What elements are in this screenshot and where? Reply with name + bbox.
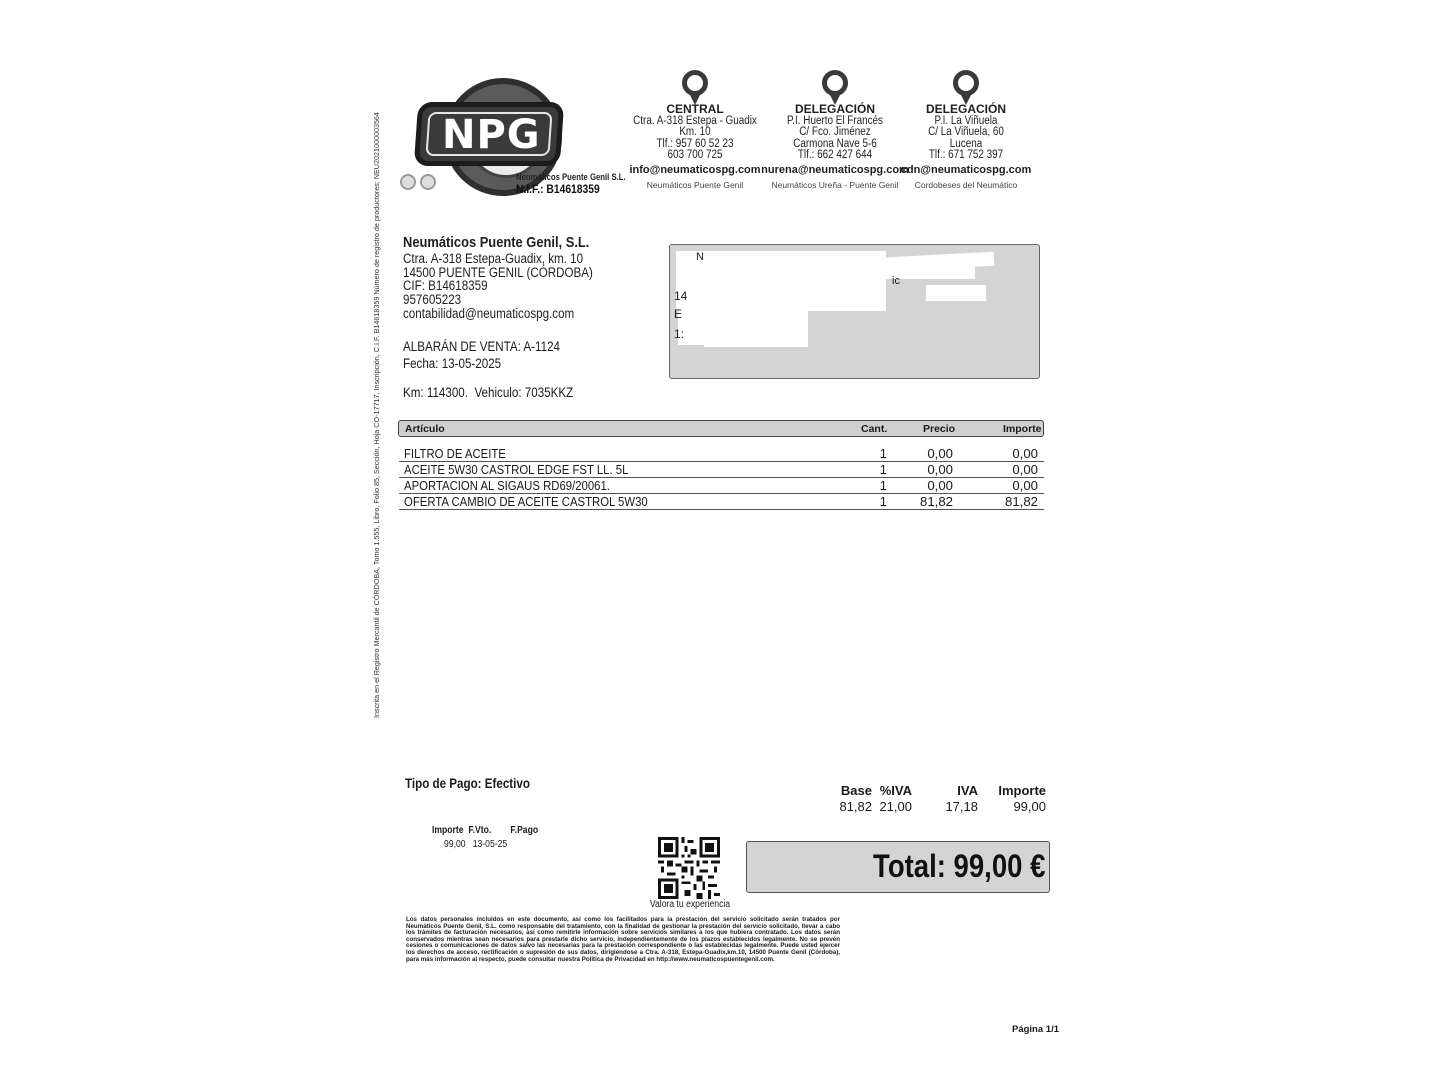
total-amount: Total: 99,00 € xyxy=(872,848,1045,884)
location-email: nurena@neumaticospg.com xyxy=(761,163,909,176)
item-quantity: 1 xyxy=(879,462,887,477)
client-fragment: ic xyxy=(892,275,900,287)
due-fvto: 13-05-25 xyxy=(472,839,508,850)
tax-header-iva: IVA xyxy=(957,783,978,798)
item-description: OFERTA CAMBIO DE ACEITE CASTROL 5W30 xyxy=(404,494,648,509)
due-header-importe: Importe xyxy=(432,825,464,836)
tax-header-base: Base xyxy=(840,783,872,798)
vehicle-plate: Vehiculo: 7035KKZ xyxy=(474,385,574,400)
location-address: P.I. Huerto El Francés C/ Fco. Jiménez Carmona Nave 5-6 Tlf.: 662 427 644 xyxy=(786,114,884,161)
location-title: DELEGACIÓN xyxy=(794,102,875,116)
location-delegacion-2 xyxy=(891,70,1041,192)
location-title: DELEGACIÓN xyxy=(925,102,1006,116)
location-pin-icon xyxy=(953,70,979,96)
payment-type: Tipo de Pago: Efectivo xyxy=(405,776,530,791)
location-email: info@neumaticospg.com xyxy=(629,163,761,176)
issuer-name: Neumáticos Puente Genil, S.L. xyxy=(403,234,590,251)
company-logo xyxy=(398,72,638,202)
header-precio: Precio xyxy=(923,423,956,435)
table-row xyxy=(399,478,1044,494)
location-pin-icon xyxy=(682,70,708,96)
item-description: APORTACION AL SIGAUS RD69/20061. xyxy=(404,478,610,493)
qr-label: Valora tu experiencia xyxy=(649,899,731,910)
location-tag: Cordobeses del Neumático xyxy=(914,180,1018,190)
client-fragment: N xyxy=(696,251,704,263)
issuer-phone: 957605223 xyxy=(403,292,462,308)
table-row xyxy=(399,462,1044,478)
item-amount: 81,82 xyxy=(1004,494,1038,509)
location-central xyxy=(620,70,770,192)
due-header-fvto: F.Vto. xyxy=(468,825,492,836)
item-price: 0,00 xyxy=(927,446,953,461)
item-amount: 0,00 xyxy=(1012,478,1038,493)
certification-icon xyxy=(400,174,416,190)
item-quantity: 1 xyxy=(879,446,887,461)
document-info xyxy=(403,338,560,372)
item-amount: 0,00 xyxy=(1012,462,1038,477)
item-price: 0,00 xyxy=(927,478,953,493)
tax-base: 81,82 xyxy=(839,799,872,814)
client-fragment: 14 xyxy=(674,289,688,303)
header-articulo: Artículo xyxy=(405,423,445,435)
location-title: CENTRAL xyxy=(666,102,724,116)
logo-text: NPG xyxy=(442,112,541,158)
items-table-header xyxy=(398,420,1044,437)
table-row xyxy=(399,446,1044,462)
item-quantity: 1 xyxy=(879,478,887,493)
privacy-notice: Los datos personales incluidos en este documento, así como los facilitados para la prestación del servicio solicitado serán tratados por Neumáticos Puente Genil, S.L. como responsable del tratamiento, con la finalidad de gestionar la prestación del servicio solicitado, llevar a cabo los trámites de facturación necesarios, así como remitirle información sobre servicios similares a los que hubiera contratado. Los datos serán conservados mientras sean necesarios para prestarle dicho servicio, independientemente de los plazos establecidos legalmente. No se prevén cesiones o comunicaciones de datos salvo las necesarias para la prestación correspondiente o las establecidas legalmente. Puede usted ejercer los derechos de acceso, rectificación o supresión de sus datos, dirigiéndose a Ctra. A-318, Estepa-Guadix,km.10, 14500 Puente Genil (Córdoba), para más información al respecto, puede consultar nuestra Política de Privacidad en http://www.neumaticospuentegenil.com. xyxy=(406,916,840,963)
vehicle-info xyxy=(403,385,573,400)
issuer-cif: CIF: B14618359 xyxy=(403,278,488,294)
issuer-email: contabilidad@neumaticospg.com xyxy=(403,305,575,321)
header-cant: Cant. xyxy=(861,423,888,435)
tax-header-piva: %IVA xyxy=(879,783,912,798)
issuer-block xyxy=(403,236,593,321)
albaran-number: ALBARÁN DE VENTA: A-1124 xyxy=(403,339,561,354)
location-address: Ctra. A-318 Estepa - Guadix Km. 10 Tlf.: 957 60 52 23 603 700 725 xyxy=(633,114,757,161)
issuer-address-1: Ctra. A-318 Estepa-Guadix, km. 10 xyxy=(403,250,584,266)
client-address-box xyxy=(669,244,1040,379)
client-fragment: E xyxy=(674,307,683,321)
qr-code[interactable] xyxy=(658,837,720,899)
item-quantity: 1 xyxy=(879,494,887,509)
issuer-address-2: 14500 PUENTE GENIL (CÓRDOBA) xyxy=(403,264,593,280)
location-tag: Neumáticos Puente Genil xyxy=(646,180,744,190)
item-description: FILTRO DE ACEITE xyxy=(404,446,506,461)
table-row xyxy=(399,494,1044,510)
certification-icon xyxy=(420,174,436,190)
tax-header-importe: Importe xyxy=(998,783,1046,798)
due-dates xyxy=(432,825,538,850)
logo-nif: N.I.F.: B14618359 xyxy=(516,182,600,196)
item-amount: 0,00 xyxy=(1012,446,1038,461)
location-delegacion-1 xyxy=(760,70,910,192)
location-email: cdn@neumaticospg.com xyxy=(900,163,1032,176)
location-pin-icon xyxy=(822,70,848,96)
tax-iva: 17,18 xyxy=(945,799,978,814)
item-description: ACEITE 5W30 CASTROL EDGE FST LL. 5L xyxy=(404,462,629,477)
items-table xyxy=(399,446,1044,510)
km-reading: Km: 114300. xyxy=(403,385,468,400)
location-tag: Neumáticos Ureña - Puente Genil xyxy=(771,180,899,190)
item-price: 81,82 xyxy=(919,494,953,509)
tax-piva: 21,00 xyxy=(879,799,912,814)
tax-importe: 99,00 xyxy=(1013,799,1046,814)
due-header-fpago: F.Pago xyxy=(510,825,539,836)
due-importe: 99,00 xyxy=(444,839,466,850)
header-importe: Importe xyxy=(1003,423,1042,435)
document-date: Fecha: 13-05-2025 xyxy=(403,356,502,371)
total-box xyxy=(746,841,1050,893)
item-price: 0,00 xyxy=(927,462,953,477)
client-fragment: 1: xyxy=(674,327,685,341)
location-address: P.I. La Viñuela C/ La Viñuela, 60 Lucena Tlf.: 671 752 397 xyxy=(928,114,1004,161)
page-number: Página 1/1 xyxy=(1012,1024,1059,1035)
registry-vertical-text: Inscrita en el Registro Mercantil de CÓRDOBA, Tomo 1.555, Libro, Folio 85, Sección, Hoja CO-17717, Inscripción, C.I.F. B14618359 Número de registro de productores: NEU2021000003564 xyxy=(372,112,381,718)
logo-tagline: Neumáticos Puente Genil S.L. xyxy=(516,172,626,182)
